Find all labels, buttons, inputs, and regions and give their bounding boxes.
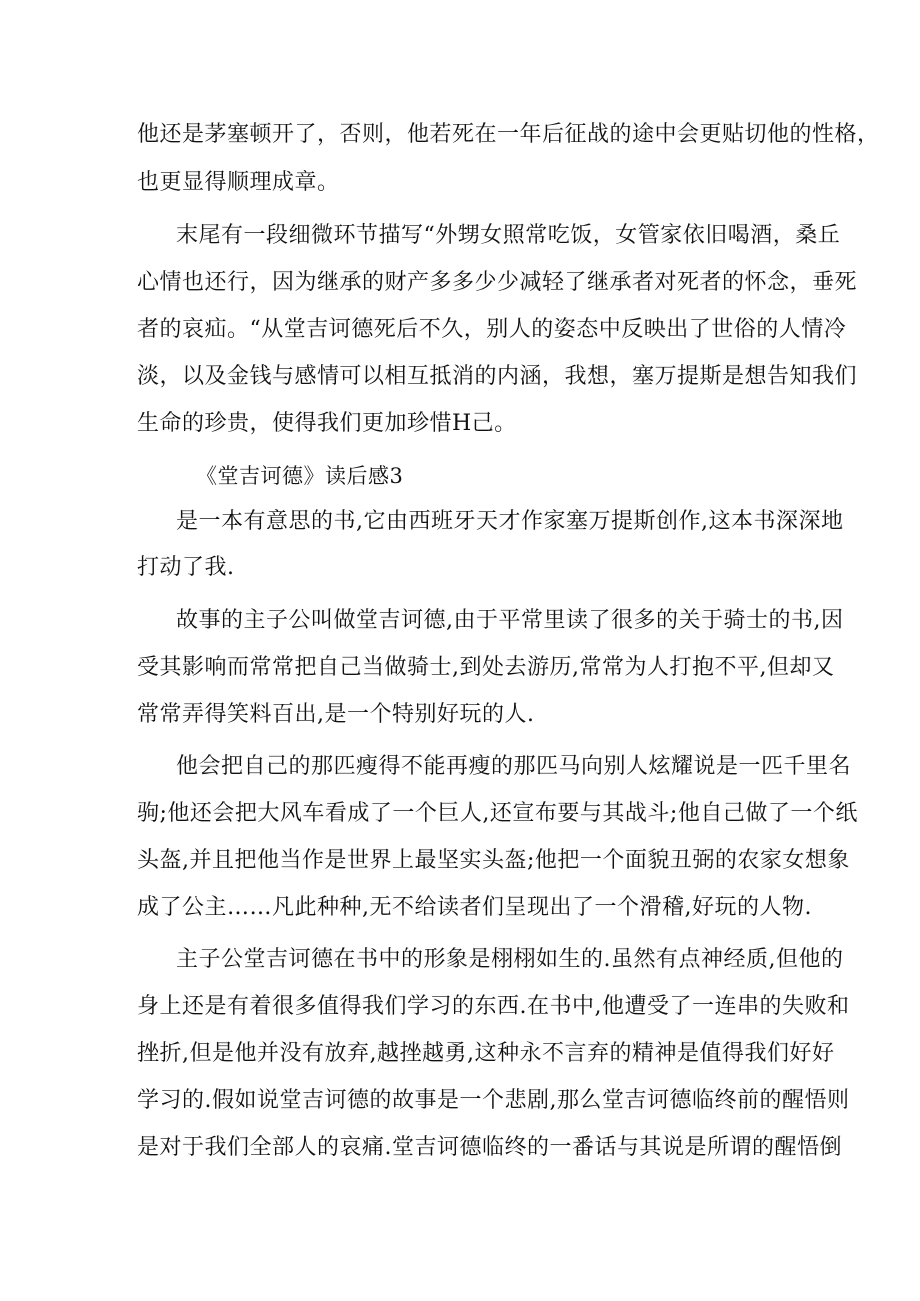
text-line: 他还是茅塞顿开了，否则，他若死在一年后征战的途中会更贴切他的性格， xyxy=(137,122,880,147)
text-line: 淡，以及金钱与感情可以相互抵消的内涵，我想，塞万提斯是想告知我们 xyxy=(137,364,858,389)
text-line: 头盔,并且把他当作是世界上最坚实头盔;他把一个面貌丑弼的农家女想象 xyxy=(137,848,850,873)
text-line: 他会把自己的那匹瘦得不能再瘦的那匹马向别人炫耀说是一匹千里名 xyxy=(176,754,852,779)
text-line: 末尾有一段细微环节描写“外甥女照常吃饭，女管家依旧喝酒，桑丘 xyxy=(176,223,841,248)
text-line: 主子公堂吉诃德在书中的形象是栩栩如生的.虽然有点神经质,但他的 xyxy=(176,947,844,972)
text-line: 是对于我们全部人的哀痛.堂吉诃德临终的一番话与其说是所谓的醒悟倒 xyxy=(137,1135,842,1160)
text-line: 打动了我. xyxy=(137,555,235,580)
text-line: 心情也还行，因为继承的财产多多少少减轻了继承者对死者的怀念，垂死 xyxy=(137,270,858,295)
text-line: 挫折,但是他并没有放弃,越挫越勇,这种永不言弃的精神是值得我们好好 xyxy=(137,1041,835,1066)
text-line: 受其影响而常常把自己当做骑士,到处去游历,常常为人打抱不平,但却又 xyxy=(137,655,835,680)
text-line: 身上还是有着很多值得我们学习的东西.在书中,他遭受了一连串的失败和 xyxy=(137,994,850,1019)
text-line: 驹;他还会把大风车看成了一个巨人,还宣布要与其战斗;他自己做了一个纸 xyxy=(137,801,858,826)
text-line: 生命的珍贵，使得我们更加珍惜H己。 xyxy=(137,411,517,436)
text-line: 成了公主……凡此种种,无不给读者们呈现出了一个滑稽,好玩的人物. xyxy=(137,895,812,920)
text-line: 是一本有意思的书,它由西班牙天才作家塞万提斯创作,这本书深深地 xyxy=(176,509,844,534)
section-heading: 《堂吉诃德》读后感3 xyxy=(196,464,404,488)
text-line: 常常弄得笑料百出,是一个特别好玩的人. xyxy=(137,702,535,727)
text-line: 者的哀疝。“从堂吉诃德死后不久，别人的姿态中反映出了世俗的人情冷 xyxy=(137,317,847,342)
text-line: 故事的主子公叫做堂吉诃德,由于平常里读了很多的关于骑士的书,因 xyxy=(176,608,844,633)
text-line: 也更显得顺理成章。 xyxy=(137,170,340,195)
text-line: 学习的.假如说堂吉诃德的故事是一个悲剧,那么堂吉诃德临终前的醒悟则 xyxy=(137,1088,850,1113)
